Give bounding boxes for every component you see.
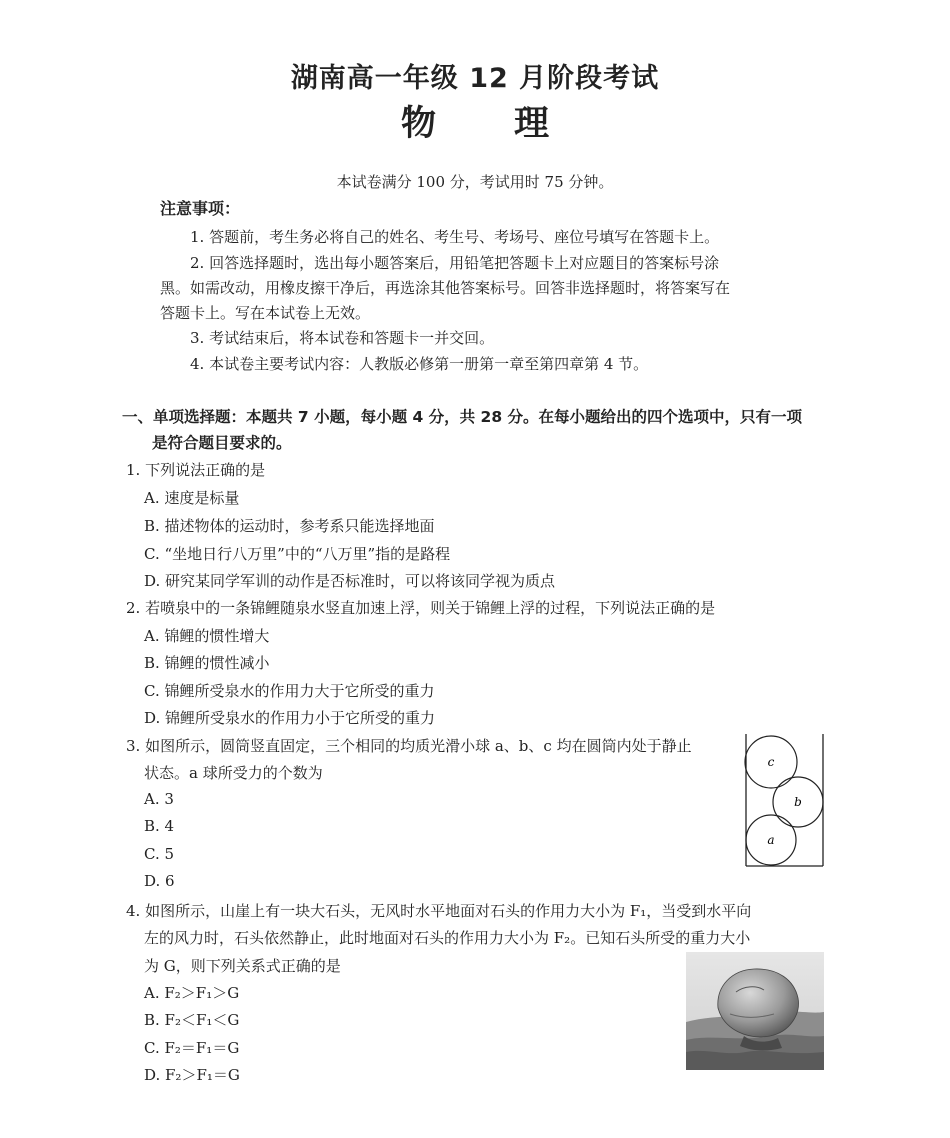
notice-line: 3. 考试结束后，将本试卷和答题卡一并交回。 [190, 329, 495, 347]
question-2-option-d: D. 锦鲤所受泉水的作用力小于它所受的重力 [144, 709, 436, 727]
question-2-option-c: C. 锦鲤所受泉水的作用力大于它所受的重力 [144, 682, 435, 700]
notice-line: 2. 回答选择题时，选出每小题答案后，用铅笔把答题卡上对应题目的答案标号涂 [190, 254, 720, 272]
notice-line: 黑。如需改动，用橡皮擦干净后，再选涂其他答案标号。回答非选择题时，将答案写在 [160, 279, 731, 297]
subject-char-right: 理 [514, 104, 550, 144]
question-3-option-b: B. 4 [144, 817, 175, 835]
question-3-stem: 3. 如图所示，圆筒竖直固定，三个相同的均质光滑小球 a、b、c 均在圆筒内处于静止 [126, 737, 692, 755]
question-4-option-b: B. F₂＜F₁＜G [144, 1011, 240, 1029]
question-1-option-a: A. 速度是标量 [144, 489, 240, 507]
notice-line: 1. 答题前，考生务必将自己的姓名、考生号、考场号、座位号填写在答题卡上。 [190, 228, 720, 246]
subject-title [0, 96, 950, 146]
cylinder-balls-figure [740, 732, 830, 870]
question-4-stem: 4. 如图所示，山崖上有一块大石头，无风时水平地面对石头的作用力大小为 F₁，当受到水平向 [126, 902, 752, 920]
question-1-option-c: C. “坐地日行八万里”中的“八万里”指的是路程 [144, 545, 451, 563]
question-4-option-c: C. F₂＝F₁＝G [144, 1039, 240, 1057]
ball-label-a: a [767, 833, 775, 847]
question-2-option-b: B. 锦鲤的惯性减小 [144, 654, 270, 672]
boulder-photo [686, 952, 824, 1070]
subject-char-left: 物 [400, 104, 436, 144]
question-4-stem-cont: 左的风力时，石头依然静止，此时地面对石头的作用力大小为 F₂。已知石头所受的重力大小 [144, 929, 751, 947]
question-4-stem-cont2: 为 G，则下列关系式正确的是 [144, 957, 341, 975]
notice-line: 4. 本试卷主要考试内容：人教版必修第一册第一章至第四章第 4 节。 [190, 355, 649, 373]
question-3-option-d: D. 6 [144, 872, 175, 890]
question-2-option-a: A. 锦鲤的惯性增大 [144, 627, 270, 645]
section-heading-cont: 是符合题目要求的。 [152, 434, 292, 452]
exam-title: 湖南高一年级 12 月阶段考试 [290, 63, 660, 94]
question-3-stem-cont: 状态。a 球所受力的个数为 [144, 764, 323, 782]
question-1-stem: 1. 下列说法正确的是 [126, 461, 266, 479]
question-1-option-d: D. 研究某同学军训的动作是否标准时，可以将该同学视为质点 [144, 572, 556, 590]
question-3-option-a: A. 3 [144, 790, 174, 808]
notice-line: 答题卡上。写在本试卷上无效。 [160, 304, 371, 322]
exam-meta: 本试卷满分 100 分，考试用时 75 分钟。 [336, 173, 614, 191]
question-1-option-b: B. 描述物体的运动时，参考系只能选择地面 [144, 517, 435, 535]
question-4-option-a: A. F₂＞F₁＞G [144, 984, 240, 1002]
section-heading: 一、单项选择题：本题共 7 小题，每小题 4 分，共 28 分。在每小题给出的四个选项中，只有一项 [122, 408, 803, 426]
question-4-option-d: D. F₂＞F₁＝G [144, 1066, 240, 1084]
question-3-option-c: C. 5 [144, 845, 175, 863]
question-2-stem: 2. 若喷泉中的一条锦鲤随泉水竖直加速上浮，则关于锦鲤上浮的过程，下列说法正确的是 [126, 599, 716, 617]
notice-heading: 注意事项： [160, 199, 241, 218]
ball-label-b: b [794, 795, 802, 809]
ball-label-c: c [767, 755, 775, 769]
